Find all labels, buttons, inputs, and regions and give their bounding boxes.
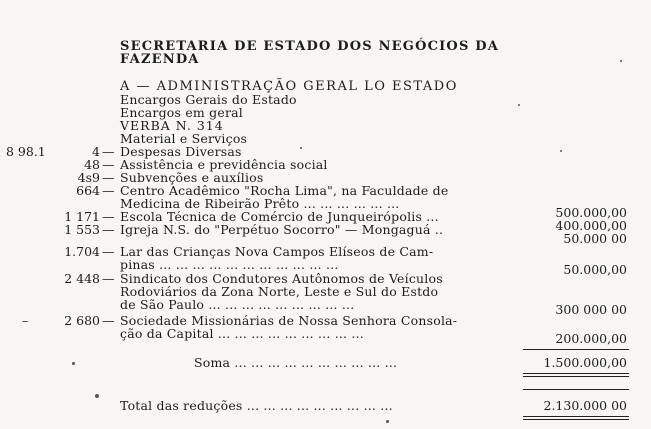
item-code-prefix: 8 98.1 bbox=[6, 144, 46, 159]
ink-speck bbox=[620, 60, 622, 62]
total-double-rule-top bbox=[523, 416, 629, 417]
item-dash: — bbox=[102, 157, 115, 172]
ink-speck bbox=[386, 420, 389, 423]
item-code: 4s9 bbox=[77, 170, 100, 185]
item-dash: — bbox=[102, 144, 115, 159]
section-sub-2: Encargos em geral bbox=[120, 105, 243, 120]
sum-rule bbox=[523, 349, 629, 350]
item-code: 1.704 bbox=[64, 244, 100, 259]
item-code: 4 bbox=[92, 144, 100, 159]
item-text: Sindicato dos Condutores Autônomos de Veículos bbox=[120, 271, 443, 286]
item-dash: — bbox=[102, 183, 115, 198]
section-sub-3: VERBA N. 314 bbox=[120, 118, 224, 133]
item-dash: — bbox=[102, 271, 115, 286]
item-text: Assistência e previdência social bbox=[120, 157, 328, 172]
item-amount: 300 000 00 bbox=[555, 302, 627, 317]
item-text-continued: pinas ... ... ... ... ... ... ... ... ... ... ... bbox=[120, 257, 339, 272]
item-text-continued: ção da Capital ... ... ... ... ... ... ... ... ... bbox=[120, 326, 364, 341]
section-sub-4: Material e Serviços bbox=[120, 131, 248, 146]
item-amount: 200.000,00 bbox=[555, 331, 627, 346]
item-text: Igreja N.S. do "Perpétuo Socorro" — Mongaguá .. bbox=[120, 222, 444, 237]
item-text: Despesas Diversas bbox=[120, 144, 242, 159]
item-dash: — bbox=[102, 244, 115, 259]
ink-speck bbox=[560, 150, 562, 152]
total-rule bbox=[523, 389, 629, 390]
item-text: Subvenções e auxílios bbox=[120, 170, 264, 185]
margin-mark: – bbox=[22, 313, 29, 328]
ink-speck bbox=[300, 147, 302, 149]
item-dash: — bbox=[102, 170, 115, 185]
item-text-continued: Medicina de Ribeirão Prêto ... ... ... ... ... ... bbox=[120, 196, 400, 211]
section-sub-1: Encargos Gerais do Estado bbox=[120, 92, 297, 107]
ink-speck bbox=[72, 362, 75, 365]
total-amount: 2.130.000 00 bbox=[543, 398, 627, 413]
soma-amount: 1.500.000,00 bbox=[543, 355, 627, 370]
section-title: A — ADMINISTRAÇÃO GERAL LO ESTADO bbox=[120, 79, 458, 94]
total-label: Total das reduções ... ... ... ... ... ... ... ... ... bbox=[120, 398, 393, 413]
total-double-rule-bottom bbox=[523, 419, 629, 420]
item-amount: 50.000,00 bbox=[563, 262, 627, 277]
soma-double-rule-top bbox=[523, 373, 629, 374]
item-code: 2 680 bbox=[64, 313, 100, 328]
header-line-1: SECRETARIA DE ESTADO DOS NEGÓCIOS DA bbox=[120, 39, 500, 54]
item-text-continued: Rodoviários da Zona Norte, Leste e Sul do Estdo bbox=[120, 284, 439, 299]
item-text-continued: de São Paulo ... ... ... ... ... ... ... ... ... bbox=[120, 297, 355, 312]
item-text: Centro Acadêmico "Rocha Lima", na Faculdade de bbox=[120, 183, 449, 198]
item-dash: — bbox=[102, 209, 115, 224]
header-line-2: FAZENDA bbox=[120, 52, 200, 67]
item-amount: 500.000,00 bbox=[555, 205, 627, 220]
item-code: 1 553 bbox=[64, 222, 100, 237]
ink-speck bbox=[518, 104, 520, 106]
item-code: 48 bbox=[84, 157, 100, 172]
item-dash: — bbox=[102, 222, 115, 237]
item-code: 2 448 bbox=[64, 271, 100, 286]
soma-double-rule-bottom bbox=[523, 376, 629, 377]
item-code: 664 bbox=[76, 183, 100, 198]
item-amount: 50.000 00 bbox=[563, 231, 627, 246]
item-dash: — bbox=[102, 313, 115, 328]
ink-speck bbox=[95, 394, 99, 398]
item-text: Sociedade Missionárias de Nossa Senhora Consola- bbox=[120, 313, 458, 328]
soma-label: Soma ... ... ... ... ... ... ... ... ... ... bbox=[194, 355, 398, 370]
item-text: Escola Técnica de Comércio de Junqueirópolis ... bbox=[120, 209, 439, 224]
item-code: 1 171 bbox=[64, 209, 100, 224]
item-text: Lar das Crianças Nova Campos Elíseos de Cam- bbox=[120, 244, 434, 259]
item-amount: 400.000,00 bbox=[555, 218, 627, 233]
